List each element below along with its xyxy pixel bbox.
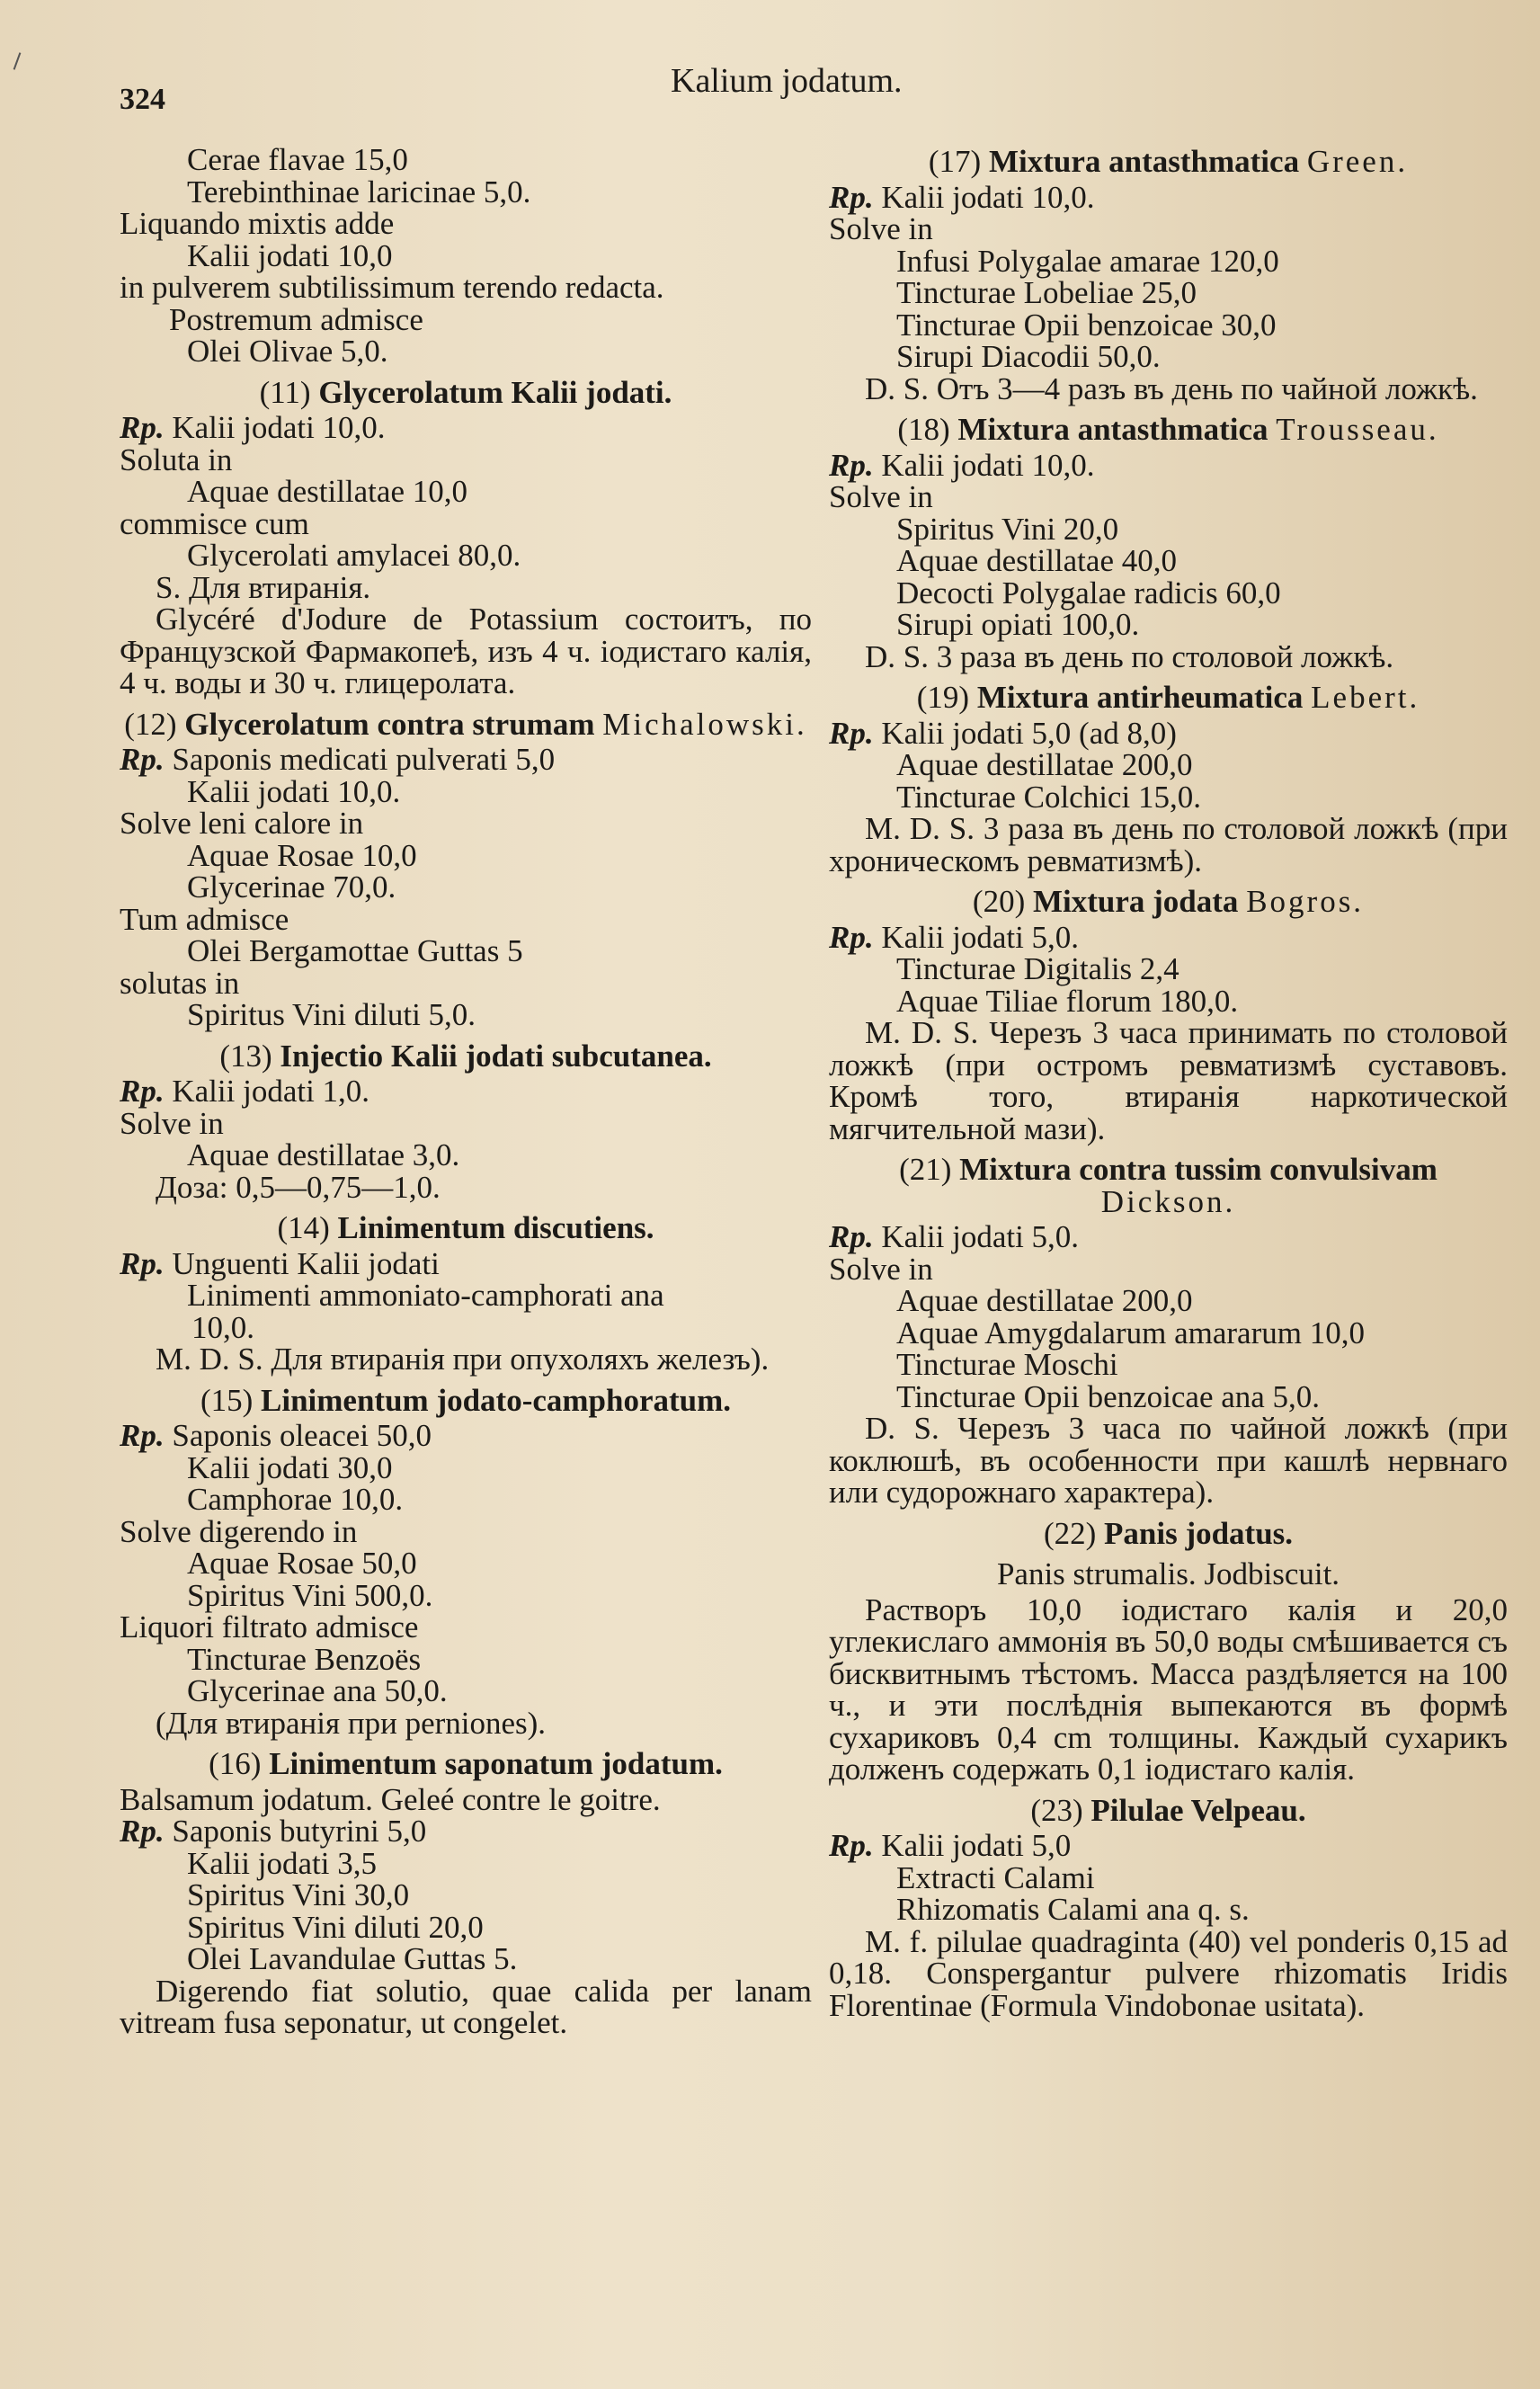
text-line: Liquando mixtis adde bbox=[120, 206, 395, 241]
recipe-heading bbox=[120, 1040, 812, 1073]
recipe-number: (11) bbox=[259, 374, 311, 410]
prescription-line bbox=[120, 1815, 812, 1848]
recipe-heading bbox=[829, 1515, 1508, 1551]
rp-symbol: Rp. bbox=[120, 1245, 165, 1281]
ingredient-line: Glycerinae 70,0. bbox=[187, 869, 396, 905]
ingredient-line: Infusi Polygalae amarae 120,0 bbox=[896, 243, 1279, 279]
rp-symbol: Rp. bbox=[829, 447, 874, 483]
ingredient-line: Olei Bergamottae Guttas 5 bbox=[187, 933, 523, 968]
text-line: commisce cum bbox=[120, 505, 309, 541]
ingredient-line: Glycerolati amylacei 80,0. bbox=[187, 538, 521, 573]
recipe-title: Glycerolatum contra strumam bbox=[184, 706, 595, 742]
recipe-heading bbox=[829, 1154, 1508, 1217]
paragraph-text: D. S. Отъ 3—4 разъ въ день по чайной ложкѣ. bbox=[865, 370, 1478, 406]
text-line: Tum admisce bbox=[120, 901, 289, 937]
recipe-author: Trousseau. bbox=[1276, 412, 1439, 447]
ingredient: Kalii jodati 10,0. bbox=[881, 179, 1095, 215]
ingredient-line: Terebinthinae laricinae 5,0. bbox=[187, 174, 531, 209]
ingredient-line: Kalii jodati 10,0. bbox=[187, 773, 401, 809]
ingredient-line: Kalii jodati 30,0 bbox=[187, 1449, 393, 1485]
rp-symbol: Rp. bbox=[829, 919, 874, 955]
running-head: Kalium jodatum. bbox=[671, 62, 903, 100]
recipe-title: Linimentum jodato-camphoratum. bbox=[261, 1382, 732, 1418]
recipe-number: (16) bbox=[209, 1746, 262, 1781]
prescription-line bbox=[829, 447, 1508, 483]
prescription-line bbox=[829, 715, 1508, 751]
prescription-line bbox=[829, 1221, 1508, 1253]
recipe-number: (21) bbox=[899, 1152, 952, 1187]
text-line: Liquori filtrato admisce bbox=[120, 1609, 419, 1645]
paragraph-text: M. D. S. Для втиранія при опухоляхъ железъ). bbox=[156, 1342, 770, 1377]
ingredient-line: Kalii jodati 10,0 bbox=[187, 237, 393, 273]
ingredient-line: Aquae Rosae 10,0 bbox=[187, 837, 417, 873]
recipe-title: Glycerolatum Kalii jodati. bbox=[318, 374, 672, 410]
recipe-author: Lebert. bbox=[1311, 680, 1420, 715]
rp-symbol: Rp. bbox=[829, 1219, 874, 1254]
text-line: Solve leni calore in bbox=[120, 806, 364, 841]
rp-symbol: Rp. bbox=[829, 715, 874, 751]
paragraph-text: Digerendo fiat solutio, quae calida per lanam vitream fusa seponatur, ut congelet. bbox=[120, 1973, 812, 2040]
ingredient-line: Spiritus Vini 500,0. bbox=[187, 1577, 433, 1613]
ingredient-line: Kalii jodati 3,5 bbox=[187, 1845, 377, 1881]
ingredient-line: Aquae destillatae 200,0 bbox=[896, 1283, 1193, 1318]
ingredient-line: Tincturae Digitalis 2,4 bbox=[896, 951, 1179, 986]
rp-symbol: Rp. bbox=[120, 1814, 165, 1849]
ingredient: Unguenti Kalii jodati bbox=[172, 1245, 440, 1281]
ingredient-line: Olei Lavandulae Guttas 5. bbox=[187, 1941, 518, 1976]
rp-symbol: Rp. bbox=[829, 179, 874, 215]
prescription-line bbox=[120, 1420, 812, 1452]
recipe-number: (20) bbox=[972, 884, 1026, 919]
recipe-title: Mixtura antirheumatica bbox=[976, 680, 1304, 715]
ingredient: Saponis oleacei 50,0 bbox=[172, 1418, 432, 1453]
ingredient-line: Aquae Amygdalarum amararum 10,0 bbox=[896, 1315, 1365, 1350]
recipe-heading bbox=[120, 706, 812, 742]
recipe-number: (12) bbox=[124, 706, 177, 742]
ingredient: Kalii jodati 5,0. bbox=[881, 919, 1080, 955]
ingredient-line: Aquae destillatae 10,0 bbox=[187, 474, 467, 509]
prescription-line bbox=[829, 179, 1508, 215]
ingredient: Saponis butyrini 5,0 bbox=[172, 1814, 427, 1849]
recipe-number: (17) bbox=[928, 144, 982, 179]
paragraph-text: S. Для втиранія. bbox=[156, 569, 371, 605]
pencil-mark bbox=[13, 52, 22, 69]
recipe-heading bbox=[829, 414, 1508, 446]
ingredient: Kalii jodati 5,0 (ad 8,0) bbox=[881, 715, 1177, 751]
recipe-title: Injectio Kalii jodati subcutanea. bbox=[280, 1038, 712, 1074]
recipe-heading bbox=[120, 1748, 812, 1780]
paragraph-text: M. D. S. Черезъ 3 часа принимать по столовой ложкѣ (при остромъ ревматизмѣ суставовъ. Кромѣ того, втиранія наркотической мягчительной мази). bbox=[829, 1015, 1508, 1146]
left-column bbox=[120, 144, 812, 2039]
ingredient-line: Sirupi Diacodii 50,0. bbox=[896, 339, 1161, 374]
ingredient: Kalii jodati 5,0. bbox=[881, 1219, 1080, 1254]
ingredient-line: Spiritus Vini diluti 20,0 bbox=[187, 1909, 484, 1945]
rp-symbol: Rp. bbox=[120, 410, 165, 445]
ingredient-line: Spiritus Vini 20,0 bbox=[896, 511, 1119, 547]
recipe-title: Mixtura antasthmatica bbox=[988, 144, 1300, 179]
prescription-line bbox=[120, 744, 812, 776]
recipe-number: (22) bbox=[1043, 1515, 1097, 1551]
text-line: Balsamum jodatum. Geleé contre le goitre. bbox=[120, 1781, 661, 1817]
paragraph-text: Доза: 0,5—0,75—1,0. bbox=[156, 1169, 441, 1205]
text-line: Solve digerendo in bbox=[120, 1513, 358, 1549]
recipe-number: (14) bbox=[277, 1210, 330, 1245]
paragraph-text: (Для втиранія при perniones). bbox=[156, 1705, 547, 1741]
ingredient-line: Spiritus Vini 30,0 bbox=[187, 1877, 410, 1912]
subheading: Panis strumalis. Jodbiscuit. bbox=[996, 1556, 1340, 1591]
recipe-author: Green. bbox=[1306, 144, 1409, 179]
paragraph-text: D. S. 3 раза въ день по столовой ложкѣ. bbox=[865, 638, 1394, 674]
paragraph-text: Растворъ 10,0 іодистаго калія и 20,0 углекислаго аммонія въ 50,0 воды смѣшивается съ бисквитнымъ тѣстомъ. Масса раздѣляется на 100 ч., и эти послѣднія выпекаются въ формѣ сухариковъ 0,4 cm толщины. Каждый сухарикъ долженъ содержать 0,1 іодистаго калія. bbox=[829, 1591, 1508, 1787]
ingredient-line: Tincturae Colchici 15,0. bbox=[896, 779, 1201, 815]
text-line: Solve in bbox=[829, 211, 933, 246]
recipe-number: (23) bbox=[1030, 1792, 1083, 1828]
ingredient-line: Glycerinae ana 50,0. bbox=[187, 1673, 448, 1708]
recipe-heading bbox=[120, 1212, 812, 1244]
recipe-heading bbox=[120, 1382, 812, 1418]
text-line: Solve in bbox=[829, 1251, 933, 1287]
recipe-author: Michalowski. bbox=[602, 706, 807, 742]
paragraph-text: Glycéré d'Jodure de Potassium состоитъ, по Французской Фармакопеѣ, изъ 4 ч. іодистаго калія, 4 ч. воды и 30 ч. глицеролата. bbox=[120, 602, 812, 700]
prescription-line bbox=[120, 1075, 812, 1108]
ingredient-line: Decocti Polygalae radicis 60,0 bbox=[896, 575, 1281, 611]
right-column bbox=[829, 137, 1508, 2021]
recipe-title: Linimentum discutiens. bbox=[337, 1210, 654, 1245]
ingredient-line: Aquae Rosae 50,0 bbox=[187, 1546, 417, 1581]
recipe-author: Bogros. bbox=[1246, 884, 1365, 919]
recipe-title: Mixtura jodata bbox=[1032, 884, 1239, 919]
ingredient-line: Camphorae 10,0. bbox=[187, 1482, 404, 1517]
ingredient-line: Aquae destillatae 40,0 bbox=[896, 543, 1177, 578]
rp-symbol: Rp. bbox=[120, 742, 165, 777]
instruction-text: in pulverem subtilissimum terendo redacta. Postremum admisce bbox=[120, 270, 664, 337]
recipe-number: (15) bbox=[200, 1382, 254, 1418]
text-line: solutas in bbox=[120, 965, 240, 1001]
recipe-number: (19) bbox=[916, 680, 970, 715]
ingredient: Kalii jodati 10,0. bbox=[881, 447, 1095, 483]
ingredient-line: Tincturae Lobeliae 25,0 bbox=[896, 275, 1197, 310]
paragraph-text: M. f. pilulae quadraginta (40) vel ponderis 0,15 ad 0,18. Conspergantur pulvere rhizomatis Iridis Florentinae (Formula Vindobonae usitata). bbox=[829, 1923, 1508, 2023]
ingredient-line: Olei Olivae 5,0. bbox=[187, 334, 388, 369]
prescription-line bbox=[829, 1830, 1508, 1862]
ingredient-line: Spiritus Vini diluti 5,0. bbox=[187, 997, 476, 1032]
recipe-title: Linimentum saponatum jodatum. bbox=[269, 1746, 723, 1781]
ingredient-line: Tincturae Opii benzoicae ana 5,0. bbox=[896, 1378, 1321, 1414]
rp-symbol: Rp. bbox=[120, 1074, 165, 1109]
paragraph-text: D. S. Черезъ 3 часа по чайной ложкѣ (при коклюшѣ, въ особенности при кашлѣ нервнаго или судорожнаго характера). bbox=[829, 1411, 1508, 1510]
paragraph-text: M. D. S. 3 раза въ день по столовой ложкѣ (при хроническомъ ревматизмѣ). bbox=[829, 811, 1508, 878]
ingredient-line: Tincturae Opii benzoicae 30,0 bbox=[896, 307, 1277, 343]
ingredient: Kalii jodati 10,0. bbox=[172, 410, 386, 445]
prescription-line bbox=[829, 919, 1508, 955]
ingredient-line: Aquae destillatae 200,0 bbox=[896, 747, 1193, 782]
recipe-heading bbox=[120, 374, 812, 410]
recipe-heading bbox=[829, 886, 1508, 918]
ingredient: Saponis medicati pulverati 5,0 bbox=[172, 742, 556, 777]
text-line: Solve in bbox=[120, 1105, 224, 1141]
prescription-line bbox=[120, 1245, 812, 1281]
ingredient: Kalii jodati 1,0. bbox=[172, 1074, 370, 1109]
recipe-title: Panis jodatus. bbox=[1104, 1515, 1294, 1551]
ingredient: Kalii jodati 5,0 bbox=[881, 1828, 1072, 1863]
ingredient-line: Linimenti ammoniato-camphorati ana bbox=[187, 1278, 664, 1313]
ingredient-line: 10,0. bbox=[191, 1309, 254, 1345]
prescription-line bbox=[120, 412, 812, 444]
ingredient-line: Cerae flavae 15,0 bbox=[187, 142, 408, 177]
rp-symbol: Rp. bbox=[120, 1418, 165, 1453]
ingredient-line: Aquae Tiliae florum 180,0. bbox=[896, 983, 1239, 1019]
ingredient-line: Extracti Calami bbox=[896, 1859, 1095, 1895]
page-number: 324 bbox=[120, 83, 165, 116]
recipe-number: (18) bbox=[897, 412, 950, 447]
rp-symbol: Rp. bbox=[829, 1828, 874, 1863]
recipe-title: Pilulae Velpeau. bbox=[1090, 1792, 1306, 1828]
ingredient-line: Rhizomatis Calami ana q. s. bbox=[896, 1892, 1250, 1927]
recipe-heading bbox=[829, 1792, 1508, 1828]
recipe-author: Dickson. bbox=[1100, 1183, 1236, 1219]
recipe-heading bbox=[829, 146, 1508, 178]
recipe-number: (13) bbox=[219, 1038, 272, 1074]
recipe-title: Mixtura contra tussim convulsivam bbox=[959, 1152, 1438, 1187]
text-line: Soluta in bbox=[120, 441, 233, 477]
ingredient-line: Tincturae Benzoës bbox=[187, 1641, 422, 1677]
ingredient-line: Tincturae Moschi bbox=[896, 1347, 1118, 1382]
ingredient-line: Sirupi opiati 100,0. bbox=[896, 607, 1140, 642]
text-line: Solve in bbox=[829, 479, 933, 514]
recipe-title: Mixtura antasthmatica bbox=[957, 412, 1268, 447]
recipe-heading bbox=[829, 682, 1508, 714]
ingredient-line: Aquae destillatae 3,0. bbox=[187, 1137, 460, 1172]
